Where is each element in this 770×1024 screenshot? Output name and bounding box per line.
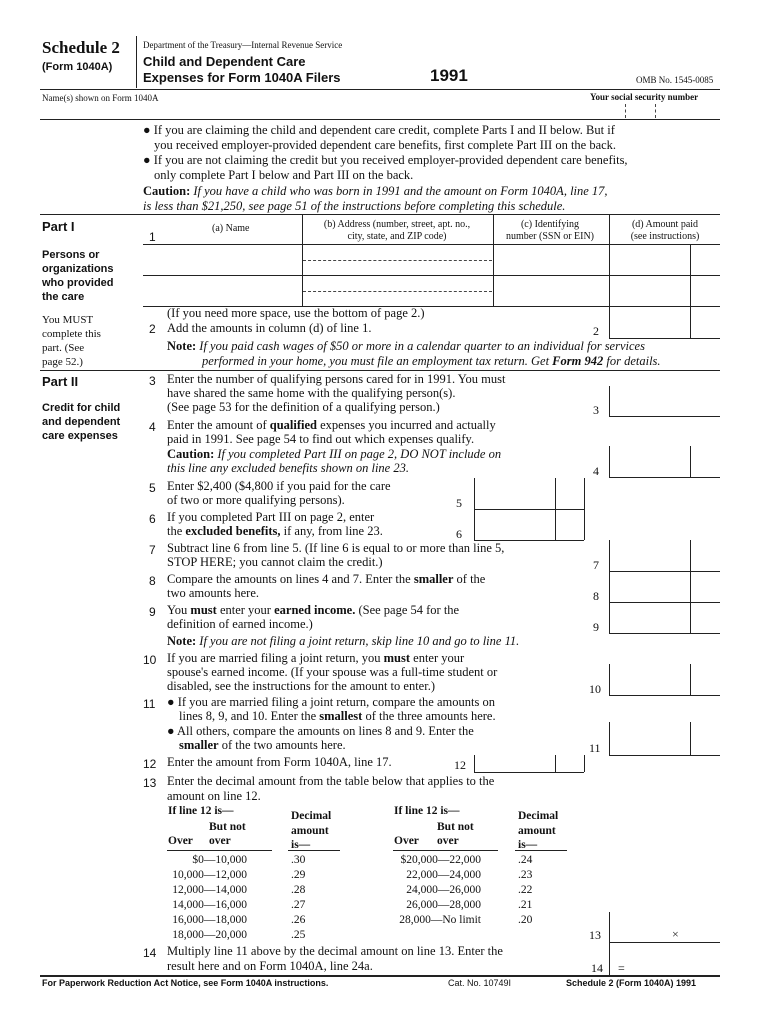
line4-box-cents: [690, 446, 691, 477]
line12-box-cents: [555, 755, 556, 772]
line13-box-bottom: [609, 942, 720, 943]
line2-box-label: 2: [593, 324, 599, 338]
line13-box-label: 13: [589, 928, 601, 942]
line10-field[interactable]: [611, 666, 689, 694]
line4-text-b: paid in 1991. See page 54 to find out which expenses qualify.: [167, 432, 475, 446]
line5-box-left: [474, 478, 475, 509]
line2-text: Add the amounts in column (d) of line 1.: [167, 321, 372, 335]
line5-box-label: 5: [456, 496, 462, 510]
header-rule: [40, 89, 720, 90]
line10-number: 10: [143, 653, 157, 667]
line13-box-left: [609, 912, 610, 942]
line7-box-cents: [690, 540, 691, 571]
line9-box-bottom: [609, 633, 720, 634]
part1-top-rule: [40, 214, 720, 215]
table-right-rule-b: [515, 850, 567, 851]
line14-box-left: [609, 942, 610, 975]
line2-box-left: [609, 306, 610, 338]
table-left-range-2: 12,000—14,000: [172, 884, 247, 896]
part1-subtitle: Persons or organizations who provided the care: [42, 249, 114, 303]
line3-text-c: (See page 53 for the definition of a qualifying person.): [167, 400, 440, 414]
address-divider-2: [303, 291, 492, 292]
line14-text-a: Multiply line 11 above by the decimal amount on line 13. Enter the: [167, 944, 503, 958]
line11-field[interactable]: [611, 724, 689, 754]
table-left-header-over2: over: [209, 835, 231, 847]
line7-text-b: STOP HERE; you cannot claim the credit.): [167, 555, 383, 569]
line11-text-a: ● If you are married filing a joint return, compare the amounts on: [167, 695, 495, 709]
line11-box-cents: [690, 722, 691, 755]
line4-field[interactable]: [611, 448, 689, 476]
table-left-header-decimal: Decimal amount is—: [291, 810, 332, 851]
line12-box-bottom: [474, 772, 584, 773]
ssn-label: Your social security number: [590, 92, 699, 102]
care-provider-name-2[interactable]: [144, 277, 301, 305]
table-right-rule-a: [393, 850, 498, 851]
line13-number: 13: [143, 776, 157, 790]
names-label: Name(s) shown on Form 1040A: [42, 93, 159, 103]
names-field[interactable]: [42, 104, 582, 118]
table-right-decimal-1: .23: [518, 869, 533, 881]
line6-box-cents: [555, 509, 556, 540]
part2-title: Part II: [42, 374, 79, 389]
line14-number: 14: [143, 946, 157, 960]
line4-box-bottom: [609, 477, 720, 478]
col-d-header: (d) Amount paid (see instructions): [630, 219, 700, 242]
line11-box-bottom: [609, 755, 720, 756]
line7-box-bottom: [609, 571, 720, 572]
line8-box-cents: [690, 571, 691, 602]
table-right-header-over2: over: [437, 835, 459, 847]
table-right-decimal-3: .21: [518, 899, 533, 911]
line5-number: 5: [149, 481, 156, 495]
line6-box-label: 6: [456, 527, 462, 541]
part1-note-cont: performed in your home, you must file an employment tax return. Get Form 942 for details.: [202, 354, 661, 368]
line7-number: 7: [149, 543, 156, 557]
line6-box-left: [474, 509, 475, 540]
line12-box-label: 12: [454, 758, 466, 772]
line6-text-b: the excluded benefits, if any, from line 23.: [167, 524, 383, 538]
table-left-header-butnot: But not: [209, 821, 246, 833]
line9-number: 9: [149, 605, 156, 619]
grid-row-rule: [143, 275, 720, 276]
table-left-decimal-3: .27: [291, 899, 306, 911]
line4-number: 4: [149, 420, 156, 434]
line1-number: 1: [149, 230, 156, 244]
line10-text-a: If you are married filing a joint return, you must enter your: [167, 651, 465, 665]
line11-text-c: ● All others, compare the amounts on lines 8 and 9. Enter the: [167, 724, 474, 738]
line3-box-label: 3: [593, 403, 599, 417]
line3-text-a: Enter the number of qualifying persons cared for in 1991. You must: [167, 372, 506, 386]
line14-field[interactable]: [630, 944, 719, 974]
line3-box-left: [609, 386, 610, 416]
line12-number: 12: [143, 757, 157, 771]
part1-must-note: You MUST complete this part. (See page 52.): [42, 314, 101, 368]
equals-symbol: =: [618, 961, 625, 975]
grid-col-d: [609, 214, 610, 306]
table-right-range-0: $20,000—22,000: [400, 854, 481, 866]
line12-text: Enter the amount from Form 1040A, line 17.: [167, 755, 392, 769]
line8-box-bottom: [609, 602, 720, 603]
line3-field[interactable]: [611, 388, 719, 415]
grid-header-rule: [143, 244, 720, 245]
table-right-header-if: If line 12 is—: [394, 805, 460, 817]
paperwork-notice: For Paperwork Reduction Act Notice, see Form 1040A instructions.: [42, 978, 329, 988]
line9-text-a: You must enter your earned income. (See page 54 for the: [167, 603, 460, 617]
part2-subtitle: Credit for child and dependent care expenses: [42, 402, 121, 442]
line7-text-a: Subtract line 6 from line 5. (If line 6 is equal to or more than line 5,: [167, 541, 505, 555]
line10-text-b: spouse's earned income. (If your spouse was a full-time student or: [167, 665, 498, 679]
line8-box-label: 8: [593, 589, 599, 603]
line9-field[interactable]: [611, 604, 689, 632]
line13-text-a: Enter the decimal amount from the table below that applies to the: [167, 774, 495, 788]
table-left-rule-b: [288, 850, 340, 851]
form-number: (Form 1040A): [42, 61, 113, 73]
table-left-decimal-5: .25: [291, 929, 306, 941]
part2-top-rule: [40, 370, 720, 371]
line8-text-b: two amounts here.: [167, 586, 259, 600]
line4-box-label: 4: [593, 464, 599, 478]
line11-text-d: smaller of the two amounts here.: [179, 738, 346, 752]
intro-bullet2: ● If you are not claiming the credit but you received employer-provided dependent care benefits,: [143, 153, 628, 167]
line10-box-label: 10: [589, 682, 601, 696]
line4-box-left: [609, 446, 610, 477]
line2-amount-field[interactable]: [611, 308, 689, 336]
line9-note: Note: If you are not filing a joint return, skip line 10 and go to line 11.: [167, 634, 520, 648]
footer-rule: [40, 975, 720, 977]
line14-text-b: result here and on Form 1040A, line 24a.: [167, 959, 373, 973]
table-right-decimal-2: .22: [518, 884, 533, 896]
line5-text-b: of two or more qualifying persons).: [167, 493, 345, 507]
form-title-line2: Expenses for Form 1040A Filers: [143, 70, 341, 85]
table-left-range-3: 14,000—16,000: [172, 899, 247, 911]
line12-box-left: [474, 755, 475, 772]
intro-bullet1: ● If you are claiming the child and dependent care credit, complete Parts I and II below. But if: [143, 123, 615, 137]
tax-year: 1991: [430, 66, 468, 85]
line11-text-b: lines 8, 9, and 10. Enter the smallest of the three amounts here.: [179, 709, 496, 723]
table-right-decimal-4: .20: [518, 914, 533, 926]
line6-number: 6: [149, 512, 156, 526]
line10-box-cents: [690, 664, 691, 695]
header-divider: [136, 36, 137, 88]
line10-box-bottom: [609, 695, 720, 696]
line8-text-a: Compare the amounts on lines 4 and 7. Enter the smaller of the: [167, 572, 486, 586]
amount-paid-2[interactable]: [611, 277, 689, 305]
line10-box-left: [609, 664, 610, 695]
table-left-decimal-2: .28: [291, 884, 306, 896]
table-left-range-4: 16,000—18,000: [172, 914, 247, 926]
line13-text-b: amount on line 12.: [167, 789, 261, 803]
lines56-right-border: [584, 478, 585, 540]
line8-number: 8: [149, 574, 156, 588]
line5-text-a: Enter $2,400 ($4,800 if you paid for the care: [167, 479, 391, 493]
intro-caution: Caution: If you have a child who was born in 1991 and the amount on Form 1040A, line 17,: [143, 184, 608, 198]
table-right-header-decimal: Decimal amount is—: [518, 810, 559, 851]
part1-note: Note: If you paid cash wages of $50 or more in a calendar quarter to an individual for services: [167, 339, 645, 353]
form-title-line1: Child and Dependent Care: [143, 54, 306, 69]
department-name: Department of the Treasury—Internal Revenue Service: [143, 40, 343, 50]
line12-field[interactable]: [476, 756, 554, 771]
grid-col-c: [493, 214, 494, 306]
table-right-range-4: 28,000—No limit: [399, 914, 481, 926]
times-symbol: ×: [672, 927, 679, 941]
line2-box-cents: [690, 306, 691, 338]
schedule-number: Schedule 2: [42, 38, 120, 57]
col-a-header: (a) Name: [212, 223, 250, 234]
line4-text-a: Enter the amount of qualified expenses you incurred and actually: [167, 418, 496, 432]
omb-number: OMB No. 1545-0085: [636, 75, 714, 85]
table-right-header-butnot: But not: [437, 821, 474, 833]
line13-field[interactable]: [611, 914, 669, 941]
line3-number: 3: [149, 374, 156, 388]
col-c-header: (c) Identifying number (SSN or EIN): [505, 219, 595, 242]
line12-box-right: [584, 755, 585, 772]
line6-text-a: If you completed Part III on page 2, enter: [167, 510, 375, 524]
line3-box-bottom: [609, 416, 720, 417]
line7-box-left: [609, 540, 610, 571]
intro-bullet1-cont: you received employer-provided dependent care benefits, first complete Part III on the back.: [154, 138, 617, 152]
table-left-header-if: If line 12 is—: [168, 805, 234, 817]
ssn-field[interactable]: [585, 104, 720, 118]
line11-number: 11: [143, 697, 156, 711]
table-left-range-0: $0—10,000: [192, 854, 247, 866]
line9-box-left: [609, 602, 610, 633]
line7-box-label: 7: [593, 558, 599, 572]
line11-box-label: 11: [589, 741, 601, 755]
line8-field[interactable]: [611, 573, 689, 601]
line8-box-left: [609, 571, 610, 602]
catalog-number: Cat. No. 10749I: [448, 978, 512, 988]
care-provider-name-1[interactable]: [144, 246, 301, 274]
line10-text-c: disabled, see the instructions for the amount to enter.): [167, 679, 435, 693]
address-divider-1: [303, 260, 492, 261]
table-left-range-1: 10,000—12,000: [172, 869, 247, 881]
table-left-rule-a: [167, 850, 272, 851]
line11-box-left: [609, 722, 610, 755]
line9-text-b: definition of earned income.): [167, 617, 313, 631]
line2-number: 2: [149, 322, 156, 336]
part1-title: Part I: [42, 219, 75, 234]
names-rule: [40, 119, 720, 120]
table-left-decimal-4: .26: [291, 914, 306, 926]
footer-schedule: Schedule 2 (Form 1040A) 1991: [566, 978, 697, 988]
intro-caution-cont: is less than $21,250, see page 51 of the instructions before completing this schedule.: [143, 199, 566, 213]
table-right-decimal-0: .24: [518, 854, 533, 866]
more-space-note: (If you need more space, use the bottom of page 2.): [167, 306, 425, 320]
line14-box-label: 14: [591, 961, 603, 975]
intro-bullet2-cont: only complete Part I below and Part III on the back.: [154, 168, 414, 182]
line9-box-label: 9: [593, 620, 599, 634]
table-right-range-3: 26,000—28,000: [406, 899, 481, 911]
table-left-range-5: 18,000—20,000: [172, 929, 247, 941]
line5-box-bottom: [474, 509, 584, 510]
col-b-header: (b) Address (number, street, apt. no., city, state, and ZIP code): [323, 219, 471, 242]
table-left-decimal-1: .29: [291, 869, 306, 881]
table-left-header-over: Over: [168, 835, 193, 847]
table-left-decimal-0: .30: [291, 854, 306, 866]
table-right-header-over: Over: [394, 835, 419, 847]
line6-field[interactable]: [476, 511, 554, 539]
table-right-range-2: 24,000—26,000: [406, 884, 481, 896]
line3-text-b: have shared the same home with the qualifying person(s).: [167, 386, 456, 400]
line4-text-d: this line any excluded benefits shown on line 23.: [167, 461, 409, 475]
line5-box-cents: [555, 478, 556, 509]
table-right-range-1: 22,000—24,000: [406, 869, 481, 881]
amount-paid-1[interactable]: [611, 246, 689, 274]
line9-box-cents: [690, 602, 691, 633]
line7-field[interactable]: [611, 542, 689, 570]
line4-text-c: Caution: If you completed Part III on page 2, DO NOT include on: [167, 447, 502, 461]
line5-field[interactable]: [476, 480, 554, 508]
